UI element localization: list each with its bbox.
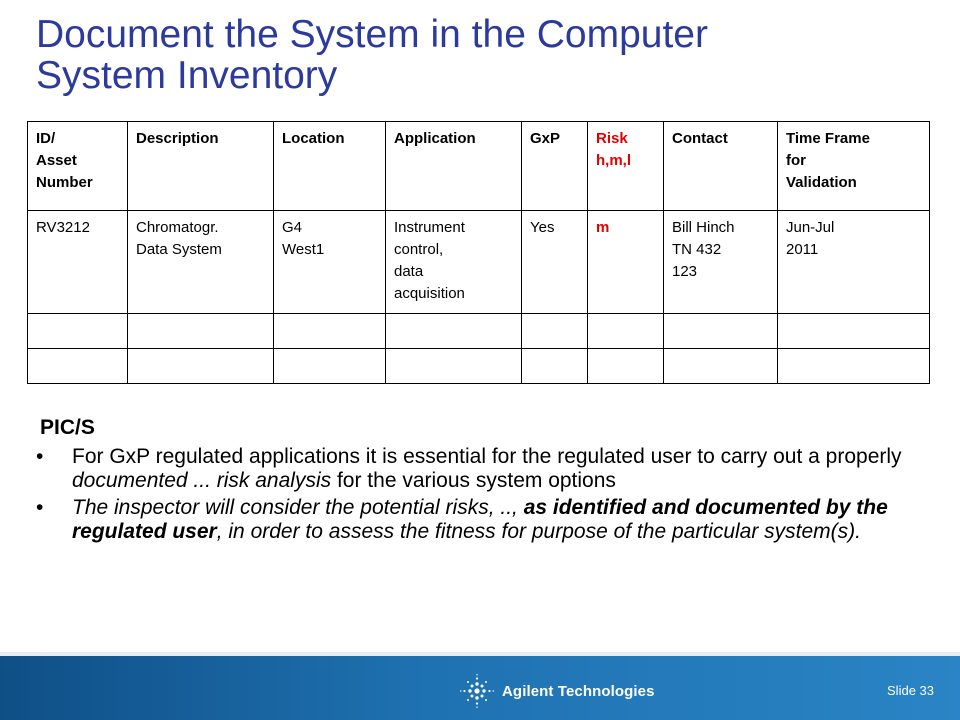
bullet-1-text-a: For GxP regulated applications it is essential for the regulated user to carry out a properly	[72, 445, 902, 468]
cell-application: Instrument control, data acquisition	[386, 211, 522, 314]
cell-description: Chromatogr. Data System	[128, 211, 274, 314]
table-row	[28, 211, 930, 314]
empty-cell	[588, 314, 664, 349]
table-row-empty	[28, 314, 930, 349]
header-application: Application	[386, 122, 522, 211]
empty-cell	[128, 349, 274, 384]
empty-cell	[664, 314, 778, 349]
footer-bar	[0, 652, 960, 720]
cell-risk: m	[588, 211, 664, 314]
bullet-1-text-emphasis: documented ... risk analysis	[72, 469, 332, 492]
pics-heading: PIC/S	[40, 416, 95, 439]
empty-cell	[28, 314, 128, 349]
bullet-marker: •	[36, 445, 44, 468]
cell-time-frame: Jun-Jul 2011	[778, 211, 930, 314]
empty-cell	[522, 314, 588, 349]
agilent-spark-icon	[460, 674, 494, 708]
brand-name: Agilent Technologies	[502, 682, 655, 700]
cell-contact: Bill Hinch TN 432 123	[664, 211, 778, 314]
pics-bullet-list	[36, 445, 930, 544]
header-risk: Risk h,m,l	[588, 122, 664, 211]
empty-cell	[28, 349, 128, 384]
cell-id: RV3212	[28, 211, 128, 314]
header-time-frame: Time Frame for Validation	[778, 122, 930, 211]
agilent-logo	[460, 674, 655, 708]
empty-cell	[274, 314, 386, 349]
bullet-2-text-emphasis: as identified and documented by the regulated user	[72, 496, 888, 543]
empty-cell	[128, 314, 274, 349]
empty-cell	[778, 314, 930, 349]
empty-cell	[588, 349, 664, 384]
bullet-2-text-a: The inspector will consider the potential risks, ..,	[72, 496, 524, 519]
empty-cell	[778, 349, 930, 384]
empty-cell	[664, 349, 778, 384]
cell-gxp: Yes	[522, 211, 588, 314]
header-id: ID/ Asset Number	[28, 122, 128, 211]
table-row-empty	[28, 349, 930, 384]
title-line-2: System Inventory	[36, 54, 338, 97]
title-line-1: Document the System in the Computer	[36, 13, 708, 56]
bullet-1-text-b: for the various system options	[331, 469, 616, 492]
header-location: Location	[274, 122, 386, 211]
pics-section	[36, 415, 930, 547]
slide-title	[36, 14, 936, 96]
bullet-2-text-b: , in order to assess the fitness for purpose of the particular system(s).	[216, 520, 861, 543]
empty-cell	[386, 314, 522, 349]
empty-cell	[274, 349, 386, 384]
cell-location: G4 West1	[274, 211, 386, 314]
pics-bullet-2	[36, 496, 930, 544]
empty-cell	[386, 349, 522, 384]
header-contact: Contact	[664, 122, 778, 211]
slide-number: Slide 33	[887, 683, 934, 698]
header-description: Description	[128, 122, 274, 211]
empty-cell	[522, 349, 588, 384]
inventory-table	[27, 121, 930, 384]
table-header-row	[28, 122, 930, 211]
header-gxp: GxP	[522, 122, 588, 211]
pics-bullet-1	[36, 445, 930, 493]
bullet-marker: •	[36, 496, 44, 519]
